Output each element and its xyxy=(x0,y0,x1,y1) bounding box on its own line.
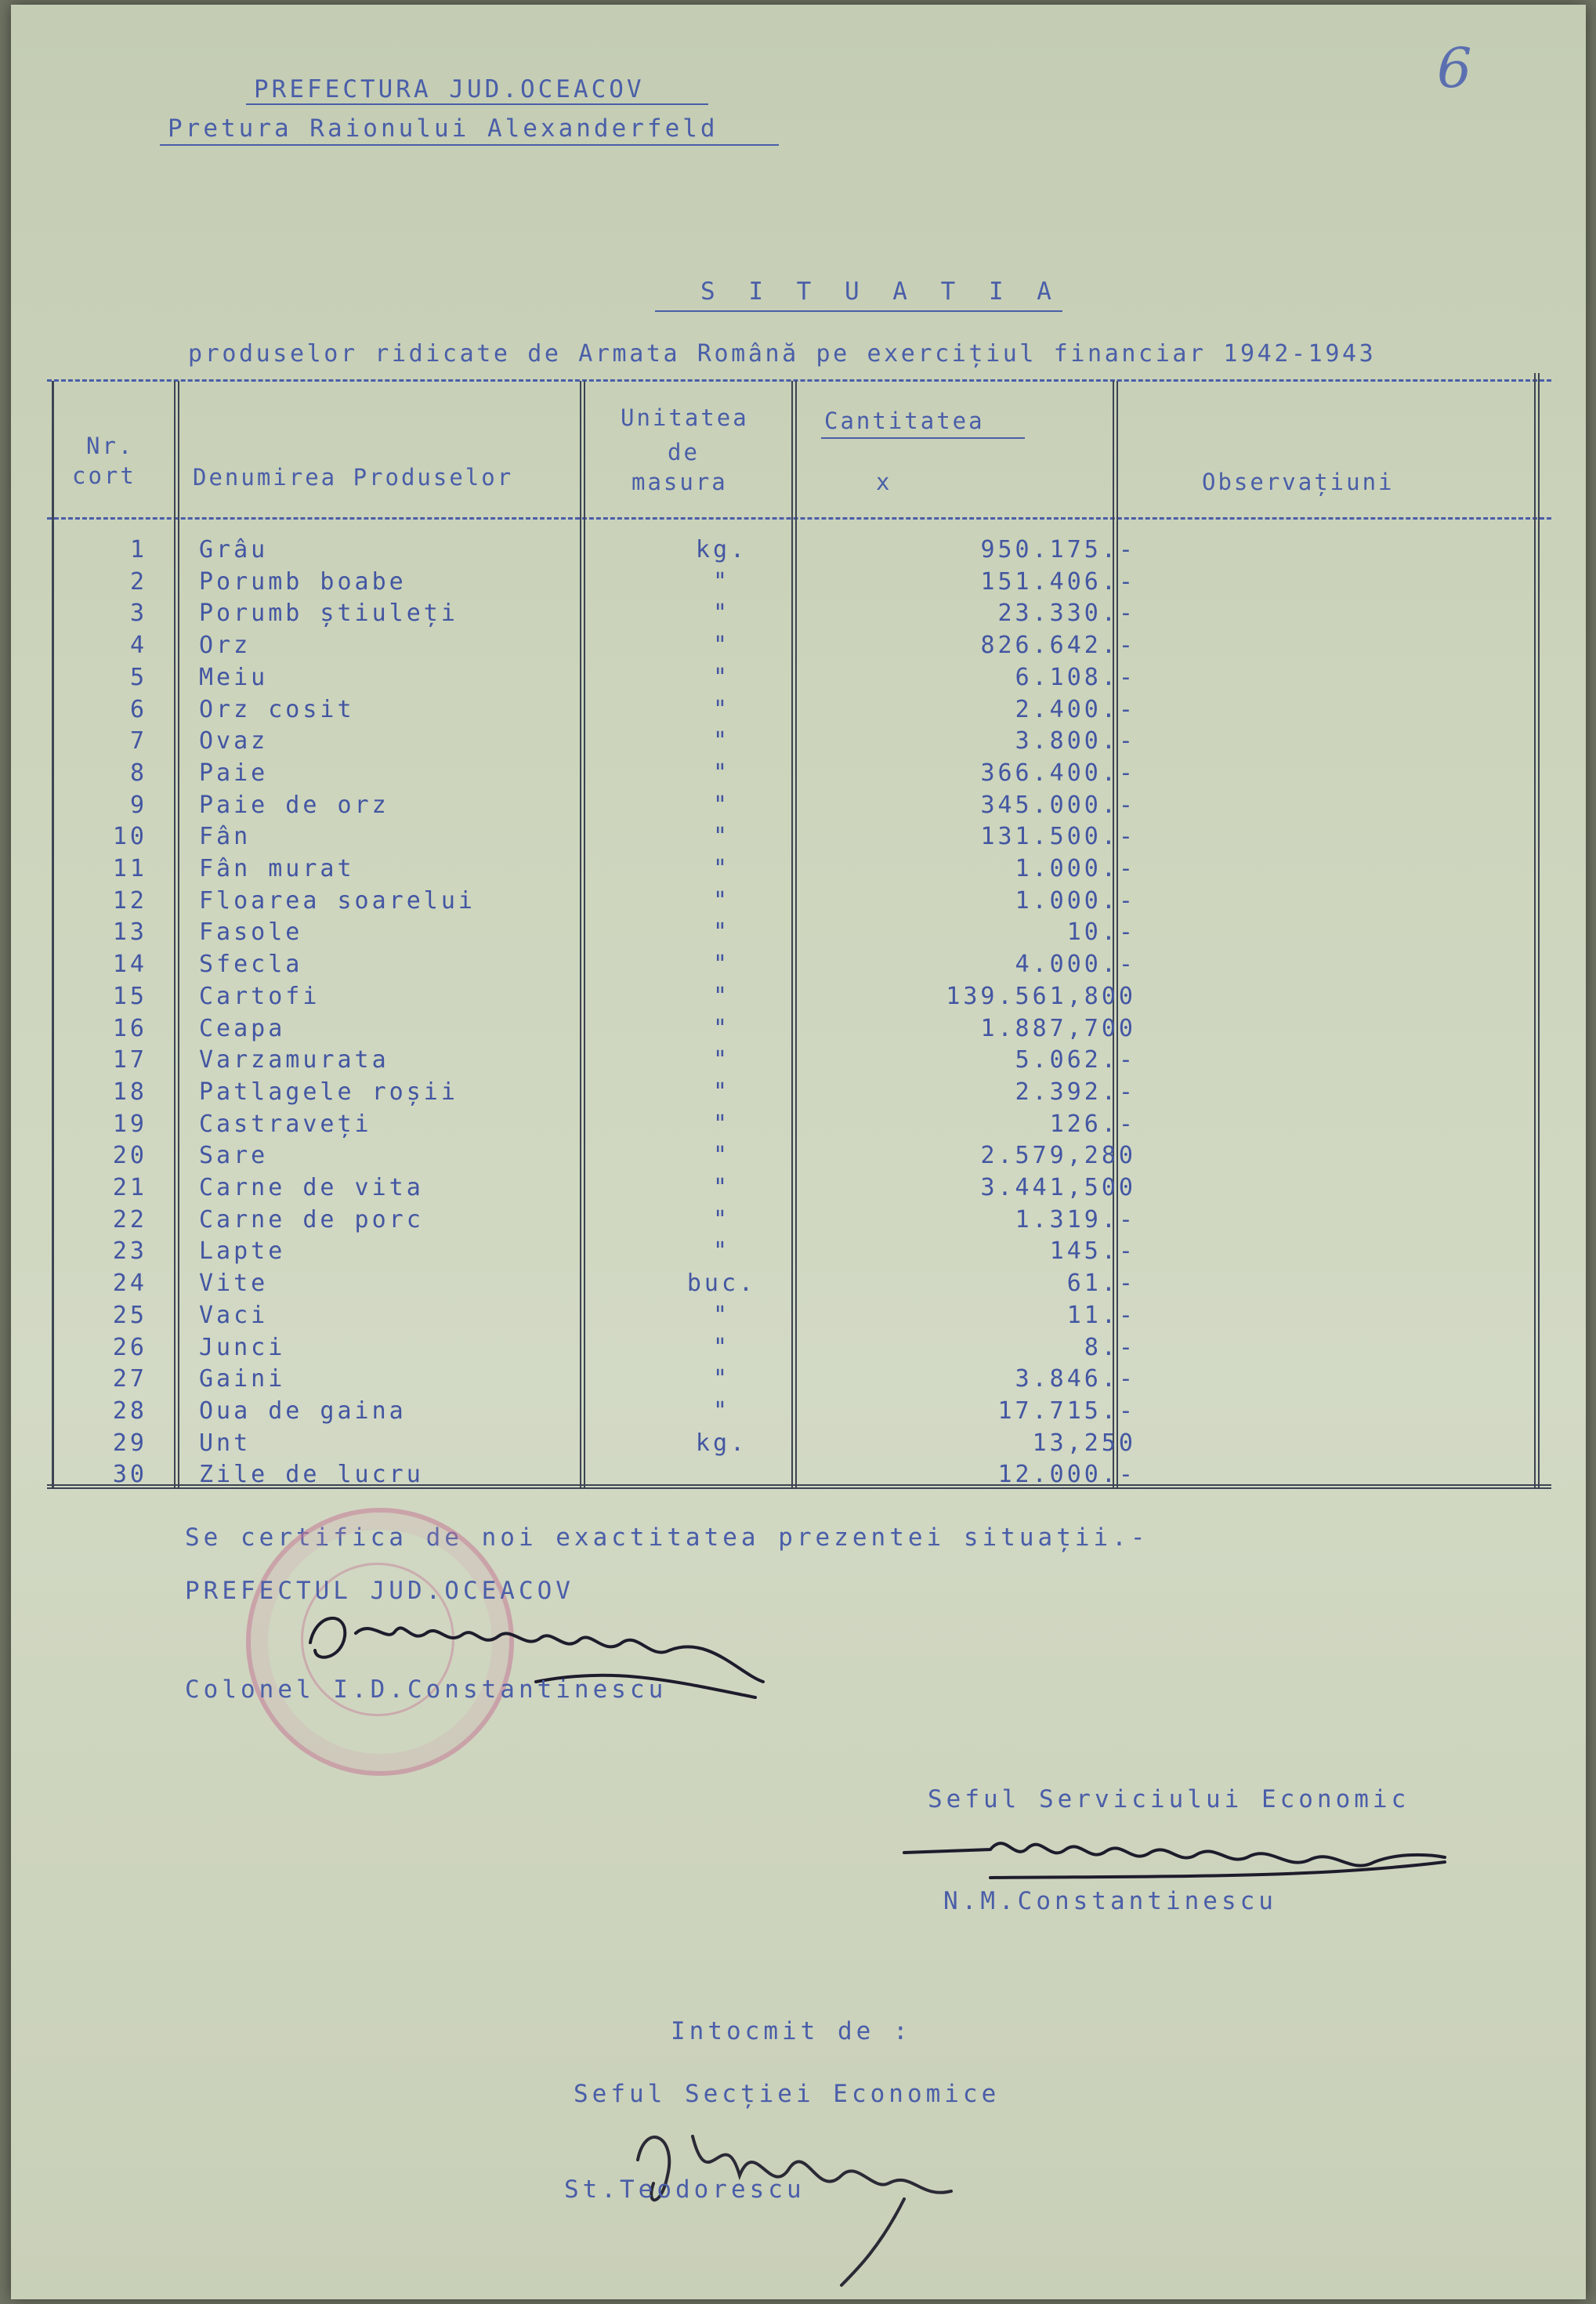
product-name: Meiu xyxy=(199,663,269,691)
row-number: 16 xyxy=(112,1014,147,1042)
table-row xyxy=(47,1142,1551,1174)
unit-of-measure: " xyxy=(712,886,731,915)
unit-of-measure: " xyxy=(712,918,731,947)
quantity: 61.- xyxy=(1066,1270,1136,1298)
product-name: Paie de orz xyxy=(199,791,389,819)
product-name: Grâu xyxy=(199,536,269,563)
product-name: Lapte xyxy=(199,1237,286,1266)
col-header-nr: Nr. xyxy=(86,433,135,459)
product-name: Vite xyxy=(199,1270,269,1298)
table-row xyxy=(47,1270,1551,1302)
product-name: Orz xyxy=(199,632,252,660)
table-row xyxy=(47,1206,1551,1238)
row-number: 12 xyxy=(112,886,147,915)
unit-of-measure: " xyxy=(712,600,731,628)
quantity: 13,250 xyxy=(1032,1429,1136,1457)
row-number: 6 xyxy=(129,695,147,723)
header-prefecture: PREFECTURA JUD.OCEACOV xyxy=(254,75,645,103)
product-name: Porumb boabe xyxy=(199,567,407,596)
product-name: Orz cosit xyxy=(199,695,355,723)
table-row xyxy=(47,983,1551,1015)
unit-of-measure: " xyxy=(712,695,731,723)
row-number: 19 xyxy=(112,1110,147,1138)
product-name: Oua de gaina xyxy=(199,1397,407,1425)
product-name: Sfecla xyxy=(199,951,303,979)
row-number: 21 xyxy=(112,1174,147,1201)
quantity: 1.000.- xyxy=(1015,886,1136,915)
header-pretura: Pretura Raionului Alexanderfeld xyxy=(168,114,718,143)
row-number: 2 xyxy=(129,567,147,596)
table-row xyxy=(47,1461,1551,1493)
quantity: 126.- xyxy=(1049,1110,1136,1138)
unit-of-measure: buc. xyxy=(686,1270,757,1298)
product-name: Paie xyxy=(199,759,269,787)
table-row xyxy=(47,792,1551,824)
row-number: 9 xyxy=(129,791,147,819)
product-name: Vaci xyxy=(199,1301,269,1329)
quantity: 1.887,700 xyxy=(980,1014,1136,1042)
quantity: 151.406.- xyxy=(980,567,1136,596)
unit-of-measure: " xyxy=(712,1046,731,1074)
product-name: Sare xyxy=(199,1142,269,1170)
row-number: 5 xyxy=(129,663,147,691)
table-row xyxy=(47,1015,1551,1047)
col-header-um-1: Unitatea xyxy=(621,404,749,431)
product-name: Carne de porc xyxy=(199,1205,424,1234)
table-row xyxy=(47,1429,1551,1462)
table-row xyxy=(47,1046,1551,1078)
quantity: 11.- xyxy=(1066,1301,1136,1329)
header-underline-1 xyxy=(246,103,708,105)
header-underline-2 xyxy=(160,144,779,146)
economic-service-title: Seful Serviciului Economic xyxy=(928,1785,1410,1813)
row-number: 28 xyxy=(112,1397,147,1425)
row-number: 18 xyxy=(112,1078,147,1106)
quantity: 1.319.- xyxy=(1015,1205,1136,1234)
product-name: Ovaz xyxy=(199,727,269,755)
unit-of-measure: kg. xyxy=(695,1429,748,1457)
table-row xyxy=(47,759,1551,792)
table-row xyxy=(47,951,1551,983)
table-row xyxy=(47,918,1551,951)
row-number: 27 xyxy=(112,1365,147,1393)
row-number: 23 xyxy=(112,1237,147,1266)
row-number: 4 xyxy=(129,632,147,660)
unit-of-measure: " xyxy=(712,632,731,660)
row-number: 15 xyxy=(112,982,147,1010)
table-row xyxy=(47,1174,1551,1206)
quantity: 2.579,280 xyxy=(980,1142,1136,1170)
unit-of-measure: kg. xyxy=(695,536,748,563)
certification-text: Se certifica de noi exactitatea prezentei situații.- xyxy=(185,1523,1149,1552)
row-number: 17 xyxy=(112,1046,147,1074)
table-row xyxy=(47,823,1551,855)
row-number: 26 xyxy=(112,1333,147,1361)
quantity: 145.- xyxy=(1049,1237,1136,1266)
section-chief-name: St.Teodorescu xyxy=(564,2175,805,2204)
product-name: Fasole xyxy=(199,918,303,947)
product-name: Fân murat xyxy=(199,855,355,882)
quantity: 4.000.- xyxy=(1015,951,1136,979)
col-header-denumirea: Denumirea Produselor xyxy=(193,464,514,491)
unit-of-measure: " xyxy=(712,759,731,787)
quantity: 2.400.- xyxy=(1015,695,1136,723)
product-name: Carne de vita xyxy=(199,1174,424,1201)
product-name: Floarea soarelui xyxy=(199,886,476,915)
row-number: 7 xyxy=(129,727,147,755)
col-header-cantitatea-underline xyxy=(821,437,1025,439)
table-row xyxy=(47,1078,1551,1110)
quantity: 950.175.- xyxy=(980,536,1136,563)
document-page xyxy=(11,5,1586,2299)
product-name: Zile de lucru xyxy=(199,1461,424,1489)
unit-of-measure: " xyxy=(712,1365,731,1393)
unit-of-measure: " xyxy=(712,663,731,691)
unit-of-measure: " xyxy=(712,982,731,1010)
unit-of-measure: " xyxy=(712,1333,731,1361)
unit-of-measure: " xyxy=(712,1237,731,1266)
quantity: 2.392.- xyxy=(1015,1078,1136,1106)
quantity: 366.400.- xyxy=(980,759,1136,787)
table-row xyxy=(47,855,1551,887)
row-number: 30 xyxy=(112,1461,147,1489)
document-title: S I T U A T I A xyxy=(700,277,1061,306)
quantity: 826.642.- xyxy=(980,632,1136,660)
row-number: 22 xyxy=(112,1205,147,1234)
unit-of-measure: " xyxy=(712,1205,731,1234)
product-name: Porumb știuleți xyxy=(199,600,458,628)
made-by-label: Intocmit de : xyxy=(671,2017,912,2045)
economic-service-name: N.M.Constantinescu xyxy=(943,1887,1277,1915)
table-row xyxy=(47,727,1551,759)
row-number: 14 xyxy=(112,951,147,979)
table-header-rule xyxy=(47,517,1551,520)
row-number: 11 xyxy=(112,855,147,882)
unit-of-measure: " xyxy=(712,1301,731,1329)
quantity: 8.- xyxy=(1084,1333,1136,1361)
unit-of-measure: " xyxy=(712,567,731,596)
product-name: Ceapa xyxy=(199,1014,286,1042)
quantity: 23.330.- xyxy=(997,600,1136,628)
col-header-um-3: masura xyxy=(632,469,728,495)
col-header-um-2: de xyxy=(668,439,700,466)
title-underline xyxy=(655,310,1062,312)
col-header-cantitatea-unit: x xyxy=(876,469,892,495)
row-number: 1 xyxy=(129,536,147,563)
prefect-signature xyxy=(301,1588,787,1744)
quantity: 12.000.- xyxy=(997,1461,1136,1489)
row-number: 3 xyxy=(129,600,147,628)
table-row xyxy=(47,1237,1551,1270)
unit-of-measure: " xyxy=(712,1014,731,1042)
quantity: 131.500.- xyxy=(980,823,1136,851)
unit-of-measure: " xyxy=(712,727,731,755)
table-row xyxy=(47,696,1551,728)
unit-of-measure: " xyxy=(712,1142,731,1170)
row-number: 10 xyxy=(112,823,147,851)
table-row xyxy=(47,1302,1551,1334)
quantity: 3.441,500 xyxy=(980,1174,1136,1201)
quantity: 139.561,800 xyxy=(946,982,1136,1010)
row-number: 29 xyxy=(112,1429,147,1457)
unit-of-measure: " xyxy=(712,855,731,882)
quantity: 5.062.- xyxy=(1015,1046,1136,1074)
product-name: Cartofi xyxy=(199,982,320,1010)
unit-of-measure: " xyxy=(712,1110,731,1138)
quantity: 6.108.- xyxy=(1015,663,1136,691)
table-row xyxy=(47,568,1551,600)
prefect-name: Colonel I.D.Constantinescu xyxy=(185,1675,668,1704)
section-chief-title: Seful Secției Economice xyxy=(574,2080,1001,2108)
unit-of-measure: " xyxy=(712,1397,731,1425)
page-number: 6 xyxy=(1437,36,1472,100)
product-name: Patlagele roșii xyxy=(199,1078,458,1106)
unit-of-measure: " xyxy=(712,1174,731,1201)
quantity: 1.000.- xyxy=(1015,855,1136,882)
col-header-nr-2: cort xyxy=(72,462,136,489)
row-number: 8 xyxy=(129,759,147,787)
prefect-title: PREFECTUL JUD.OCEACOV xyxy=(185,1577,574,1605)
table-row xyxy=(47,600,1551,632)
product-name: Varzamurata xyxy=(199,1046,389,1074)
table-row xyxy=(47,887,1551,919)
economic-service-signature xyxy=(896,1807,1460,1893)
row-number: 25 xyxy=(112,1301,147,1329)
product-name: Gaini xyxy=(199,1365,286,1393)
product-name: Fân xyxy=(199,823,252,851)
table-row xyxy=(47,536,1551,568)
table-row xyxy=(47,1365,1551,1397)
row-number: 20 xyxy=(112,1142,147,1170)
product-name: Castraveți xyxy=(199,1110,372,1138)
table-row xyxy=(47,632,1551,664)
product-name: Unt xyxy=(199,1429,252,1457)
unit-of-measure: " xyxy=(712,951,731,979)
quantity: 3.846.- xyxy=(1015,1365,1136,1393)
quantity: 17.715.- xyxy=(997,1397,1136,1425)
table-row xyxy=(47,1334,1551,1366)
col-header-observatiuni: Observațiuni xyxy=(1202,469,1395,495)
table-row xyxy=(47,664,1551,696)
unit-of-measure: " xyxy=(712,1078,731,1106)
row-number: 13 xyxy=(112,918,147,947)
table-row xyxy=(47,1110,1551,1143)
table-top-rule xyxy=(47,379,1551,382)
quantity: 3.800.- xyxy=(1015,727,1136,755)
quantity: 345.000.- xyxy=(980,791,1136,819)
unit-of-measure: " xyxy=(712,791,731,819)
col-header-cantitatea: Cantitatea xyxy=(824,408,985,434)
document-subtitle: produselor ridicate de Armata Română pe exercițiul financiar 1942-1943 xyxy=(188,340,1377,368)
unit-of-measure: " xyxy=(712,823,731,851)
product-name: Junci xyxy=(199,1333,286,1361)
quantity: 10.- xyxy=(1066,918,1136,947)
table-row xyxy=(47,1397,1551,1429)
row-number: 24 xyxy=(112,1270,147,1298)
